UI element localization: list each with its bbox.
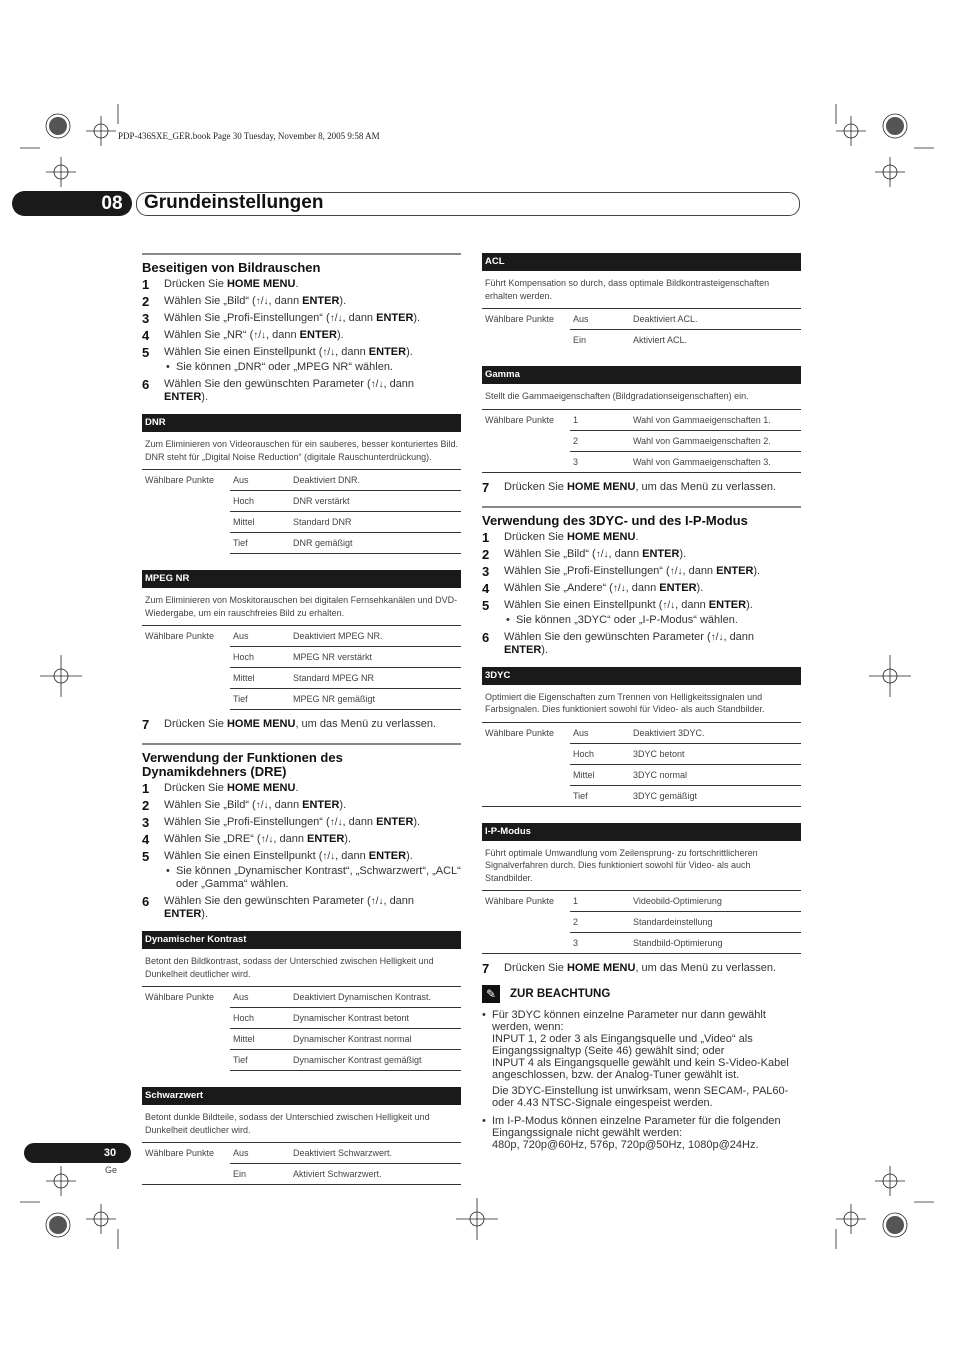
arrow-up-down-icon: ↑/↓ [329,817,343,828]
step: 5 Wählen Sie einen Einstellpunkt (↑/↓, dann ENTER). [142,849,413,864]
section-title: Verwendung des 3DYC- und des I-P-Modus [482,512,748,528]
arrow-up-down-icon: ↑/↓ [255,800,269,811]
step: 4 Wählen Sie „DRE“ (↑/↓, dann ENTER). [142,832,352,847]
arrow-up-down-icon: ↑/↓ [260,834,274,845]
bullet-text: • Sie können „Dynamischer Kontrast“, „Schwarzwert“, „ACL“ oder „Gamma“ wählen. [166,865,461,890]
section-title: Beseitigen von Bildrauschen [142,260,321,275]
print-line: PDP-436SXE_GER.book Page 30 Tuesday, November 8, 2005 9:58 AM [118,131,380,141]
section-rule [482,506,801,508]
section-rule [142,743,461,745]
arrow-up-down-icon: ↑/↓ [329,313,343,324]
table-3dyc: 3DYC Optimiert die Eigenschaften zum Trennen von Helligkeitssignalen und Farbsignalen. Dies funktioniert sowohl für Video- als auch Standbilder. Wählbare Punkte Aus Deaktiviert 3DYC. Hoch 3DYC betont Mittel 3DYC normal Tief 3DYC gemäßigt [482,667,801,807]
note-item: • Im I-P-Modus können einzelne Parameter für die folgenden Eingangssignale nicht gewählt werden: 480p, 720p@60Hz, 576p, 720p@50Hz, 1080p@24Hz. [482,1115,781,1151]
step: 2 Wählen Sie „Bild“ (↑/↓, dann ENTER). [142,294,347,309]
page-language: Ge [105,1165,118,1175]
arrow-up-down-icon: ↑/↓ [710,631,724,643]
arrow-up-down-icon: ↑/↓ [669,565,683,577]
step: 5 Wählen Sie einen Einstellpunkt (↑/↓, dann ENTER). [142,345,413,360]
step: 1 Drücken Sie HOME MENU. [482,529,639,545]
arrow-up-down-icon: ↑/↓ [370,896,384,907]
step: 2 Wählen Sie „Bild“ (↑/↓, dann ENTER). [142,798,347,813]
note-title: ZUR BEACHTUNG [510,988,611,1000]
arrow-up-down-icon: ↑/↓ [370,379,384,390]
step: 5 Wählen Sie einen Einstellpunkt (↑/↓, dann ENTER). [482,597,753,613]
table-gamma: Gamma Stellt die Gammaeigenschaften (Bildgradationseigenschaften) ein. Wählbare Punkte 1 Wahl von Gammaeigenschaften 1. 2 Wahl von Gammaeigenschaften 2. 3 Wahl von Gammaeigenschaften 3. [482,366,801,473]
note-paragraph: Die 3DYC-Einstellung ist unwirksam, wenn SECAM-, PAL60- oder 4.43 NTSC-Signale eingespeist werden. [492,1085,789,1109]
arrow-up-down-icon: ↑/↓ [253,330,267,341]
step: 3 Wählen Sie „Profi-Einstellungen“ (↑/↓, dann ENTER). [142,815,421,830]
chapter-title: Grundeinstellungen [144,192,324,213]
arrow-up-down-icon: ↑/↓ [662,599,676,611]
step: 7 Drücken Sie HOME MENU, um das Menü zu verlassen. [142,717,437,732]
step: 4 Wählen Sie „Andere“ (↑/↓, dann ENTER). [482,580,704,596]
right-column [482,243,801,1151]
table-dnr: DNR Zum Eliminieren von Videorauschen für ein sauberes, besser konturiertes Bild. DNR steht für „Digital Noise Reduction“ (digitale Rauschunterdrückung). Wählbare Punkte Aus Deaktiviert DNR. Hoch DNR verstärkt Mittel Standard DNR Tief DNR gemäßigt [142,414,461,554]
arrow-up-down-icon: ↑/↓ [322,347,336,358]
note-item: • Für 3DYC können einzelne Parameter nur dann gewählt werden, wenn: INPUT 1, 2 oder 3 als Eingangsquelle und „Video“ als Eingangssignaltyp (Seite 46) gewählt sind; oder INPUT 4 als Eingangsquelle gewählt und kein S-Video-Kabel angeschlossen, bzw. der Analog-Tuner gewählt ist. [482,1009,789,1081]
table-ip-modus: I-P-Modus Führt optimale Umwandlung vom Zeilensprung- zu fortschrittlicheren Signalverfahren durch. Dies funktioniert sowohl für Video- als auch Standbilder. Wählbare Punkte 1 Videobild-Optimierung 2 Standardeinstellung 3 Standbild-Optimierung [482,823,801,955]
bullet-text: • Sie können „DNR“ oder „MPEG NR“ wählen. [166,361,393,373]
step: 7 Drücken Sie HOME MENU, um das Menü zu verlassen. [482,961,777,976]
table-schwarzwert: Schwarzwert Betont dunkle Bildteile, sodass der Unterschied zwischen Helligkeit und Dunkelheit deutlicher wird. Wählbare Punkte Aus Deaktiviert Schwarzwert. Ein Aktiviert Schwarzwert. [142,1087,461,1185]
arrow-up-down-icon: ↑/↓ [255,296,269,307]
arrow-up-down-icon: ↑/↓ [595,548,609,560]
section-title: Verwendung der Funktionen des Dynamikdehners (DRE) [142,750,343,779]
table-dynamischer-kontrast: Dynamischer Kontrast Betont den Bildkontrast, sodass der Unterschied zwischen Helligkeit und Dunkelheit deutlicher wird. Wählbare Punkte Aus Deaktiviert Dynamischen Kontrast. Hoch Dynamischer Kontrast betont Mittel Dynamischer Kontrast normal Tief Dynamischer Kontrast gemäßigt [142,931,461,1071]
bullet-text: • Sie können „3DYC“ oder „I-P-Modus“ wählen. [506,613,738,626]
section-rule [142,253,461,255]
note-header [482,985,801,1003]
step: 6 Wählen Sie den gewünschten Parameter (↑/↓, dann ENTER). [142,894,415,920]
step: 1 Drücken Sie HOME MENU. [142,277,299,292]
step: 4 Wählen Sie „NR“ (↑/↓, dann ENTER). [142,328,344,343]
arrow-up-down-icon: ↑/↓ [612,582,626,594]
page-number: 30 [103,1147,117,1159]
pencil-icon: ✎ [482,985,500,1003]
step: 6 Wählen Sie den gewünschten Parameter (↑/↓, dann ENTER). [482,629,755,656]
step: 2 Wählen Sie „Bild“ (↑/↓, dann ENTER). [482,546,687,562]
step: 3 Wählen Sie „Profi-Einstellungen“ (↑/↓, dann ENTER). [482,563,761,579]
step: 3 Wählen Sie „Profi-Einstellungen“ (↑/↓, dann ENTER). [142,311,421,326]
step: 7 Drücken Sie HOME MENU, um das Menü zu verlassen. [482,479,777,495]
step: 1 Drücken Sie HOME MENU. [142,781,299,796]
chapter-number: 08 [101,193,123,214]
table-acl: ACL Führt Kompensation so durch, dass optimale Bildkontrasteigenschaften erhalten werden. Wählbare Punkte Aus Deaktiviert ACL. Ein Aktiviert ACL. [482,253,801,350]
step: 6 Wählen Sie den gewünschten Parameter (↑/↓, dann ENTER). [142,377,415,403]
arrow-up-down-icon: ↑/↓ [322,851,336,862]
table-mpeg-nr: MPEG NR Zum Eliminieren von Moskitorauschen bei digitalen Fernsehkanälen und DVD-Wiedergabe, um ein rauschfreies Bild zu erhalten. Wählbare Punkte Aus Deaktiviert MPEG NR. Hoch MPEG NR verstärkt Mittel Standard MPEG NR Tief MPEG NR gemäßigt [142,570,461,710]
left-column [142,253,461,1193]
